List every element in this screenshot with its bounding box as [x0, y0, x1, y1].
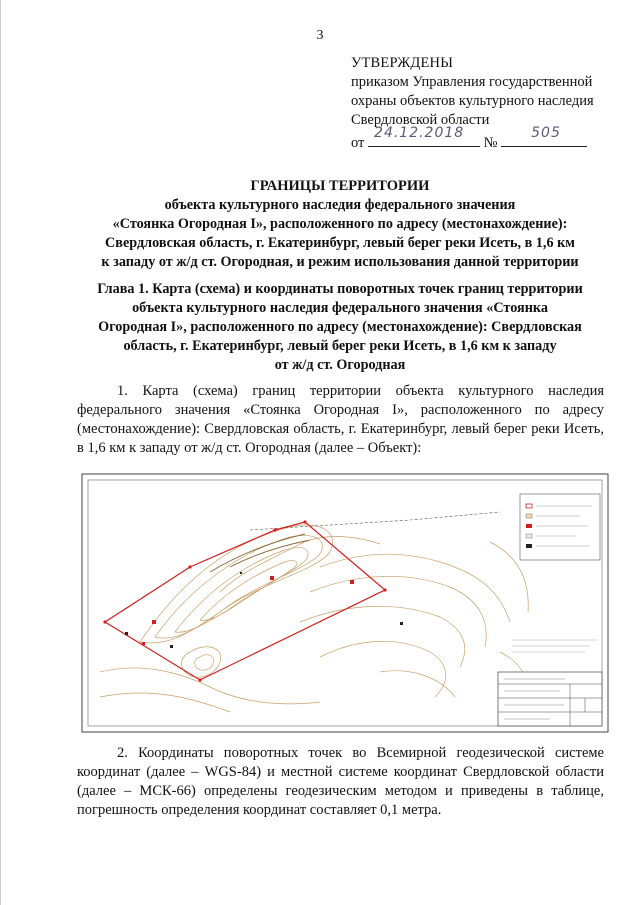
date-field [368, 125, 480, 147]
paragraph-2-text: 2. Координаты поворотных точек во Всемирной геодезической системе координат (далее – WGS-84) и местной системе координат Свердловской области (далее – МСК-66) определены геодезическим методом и приведены в таблице, погрешность определения координат составляет 0,1 метра. [77, 745, 604, 818]
page-number: 3 [316, 28, 324, 43]
chapter-line: Огородная I», расположенного по адресу (местонахождение): Свердловская [98, 319, 582, 335]
document-title [60, 177, 620, 272]
paragraph-2 [77, 744, 604, 820]
handwritten-date: 24.12.2018 [374, 125, 465, 141]
number-prefix: № [483, 135, 498, 151]
approval-date-line [351, 125, 594, 153]
title-line: объекта культурного наследия федерального значения [164, 197, 516, 213]
date-prefix: от [351, 135, 365, 151]
paragraph-1-text: 1. Карта (схема) границ территории объекта культурного наследия федерального значения «Стоянка Огородная I», расположенного по адресу (местонахождение): Свердловская область, г. Екатеринбург, левый берег реки Исеть, в 1,6 км к западу от ж/д ст. Огородная (далее – Объект): [77, 383, 604, 456]
approval-line: Свердловской области [351, 112, 490, 128]
approval-block [351, 54, 594, 153]
title-line: Свердловская область, г. Екатеринбург, левый берег реки Исеть, в 1,6 км [105, 235, 575, 251]
boundary-map-image [80, 472, 610, 734]
chapter-line: Глава 1. Карта (схема) и координаты поворотных точек границ территории [97, 281, 583, 297]
chapter-line: область, г. Екатеринбург, левый берег реки Исеть, в 1,6 км к западу [123, 338, 557, 354]
chapter-heading [60, 280, 620, 375]
chapter-line: от ж/д ст. Огородная [274, 357, 406, 373]
paragraph-1 [77, 382, 604, 458]
approval-line: охраны объектов культурного наследия [351, 93, 594, 109]
chapter-line: объекта культурного наследия федерального значения «Стоянка [132, 300, 548, 316]
scan-edge [0, 0, 1, 905]
approval-heading: УТВЕРЖДЕНЫ [351, 55, 454, 71]
map-title-block [498, 672, 602, 726]
handwritten-number: 505 [531, 125, 561, 141]
title-line: «Стоянка Огородная I», расположенного по адресу (местонахождение): [112, 216, 568, 232]
title-line: к западу от ж/д ст. Огородная, и режим использования данной территории [101, 254, 579, 270]
approval-line: приказом Управления государственной [351, 74, 593, 90]
number-field [501, 125, 587, 147]
title-line: ГРАНИЦЫ ТЕРРИТОРИИ [250, 178, 430, 194]
